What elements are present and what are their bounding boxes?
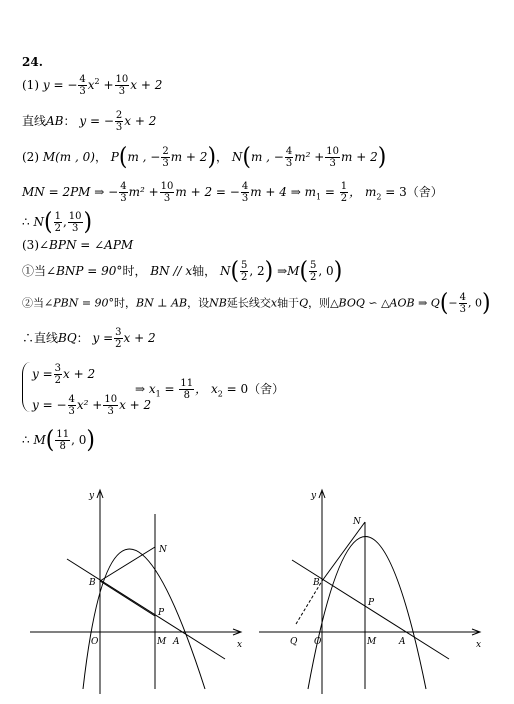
graph-case1 <box>25 484 255 704</box>
system-brace <box>22 362 31 412</box>
system-line2: y = − $\frac{4}{3}$ x² + $\frac{10}{3}$ x + 2 <box>32 394 152 417</box>
parabola <box>308 537 426 690</box>
n-result: ∴ N( $\frac{1}{2}$ , $\frac{10}{3}$ ) <box>22 208 93 236</box>
label-x: x <box>476 640 482 650</box>
label-x: x <box>237 640 243 650</box>
system-line1: y = $\frac{3}{2}$ x + 2 <box>32 363 96 386</box>
m-result: ∴ M( $\frac{11}{8}$ , 0) <box>22 426 95 454</box>
parabola <box>83 549 205 689</box>
label-b: B <box>313 578 320 588</box>
case2-line: ②当∠PBN = 90°时，BN ⊥ AB，设NB延长线交x轴于Q，则△BOQ ∽ △AOB ⇒ Q(− $\frac{4}{3}$ , 0) <box>22 289 491 317</box>
mn-equation: MN = 2PM ⇒ − $\frac{4}{3}$ m² + $\frac{10}{3}$ m + 2 = − $\frac{4}{3}$ m + 4 ⇒ $m_1$ = $\frac{1}{2}$ ， $m_2 = 3$（舍） <box>22 181 443 204</box>
segment-bn <box>322 522 365 581</box>
label-a: A <box>399 637 406 647</box>
label-o: O <box>314 637 322 647</box>
part1-equation: (1) y = − $\frac{4}{3}$ $x^2$ + $\frac{10}{3}$ x + 2 <box>22 74 163 97</box>
part3-label: (3)∠BPN = ∠APM <box>22 238 134 252</box>
label-b: B <box>89 578 96 588</box>
line-ab-equation: 直线AB： y = − $\frac{2}{3}$ x + 2 <box>22 110 157 133</box>
segment-bn <box>100 547 155 581</box>
label-a: A <box>173 637 180 647</box>
segment-bp <box>100 581 155 616</box>
label-p: P <box>158 608 165 618</box>
label-p: P <box>368 598 375 608</box>
label-y: y <box>311 491 317 501</box>
label-m: M <box>157 637 167 647</box>
label-m: M <box>367 637 377 647</box>
label-y: y <box>89 491 95 501</box>
graph-case2 <box>254 484 494 704</box>
system-solution: ⇒ $x_1$ = $\frac{11}{8}$ ， $x_2 = 0$（舍） <box>135 378 285 401</box>
line-bq-equation: ∴直线BQ： y = $\frac{3}{2}$ x + 2 <box>22 327 156 350</box>
label-q: Q <box>290 637 298 647</box>
label-o: O <box>91 637 99 647</box>
label-n: N <box>353 517 361 527</box>
case1-line: ①当∠BNP = 90°时， BN // x轴， N( $\frac{5}{2}$ , 2) ⇒M( $\frac{5}{2}$ , 0) <box>22 257 343 285</box>
problem-number: 24. <box>22 55 43 69</box>
part2-points: (2) M(m , 0)， P(m , − $\frac{2}{3}$ m + 2)， N(m , − $\frac{4}{3}$ m² + $\frac{10}{3}$ m + 2) <box>22 143 387 171</box>
label-n: N <box>159 545 167 555</box>
